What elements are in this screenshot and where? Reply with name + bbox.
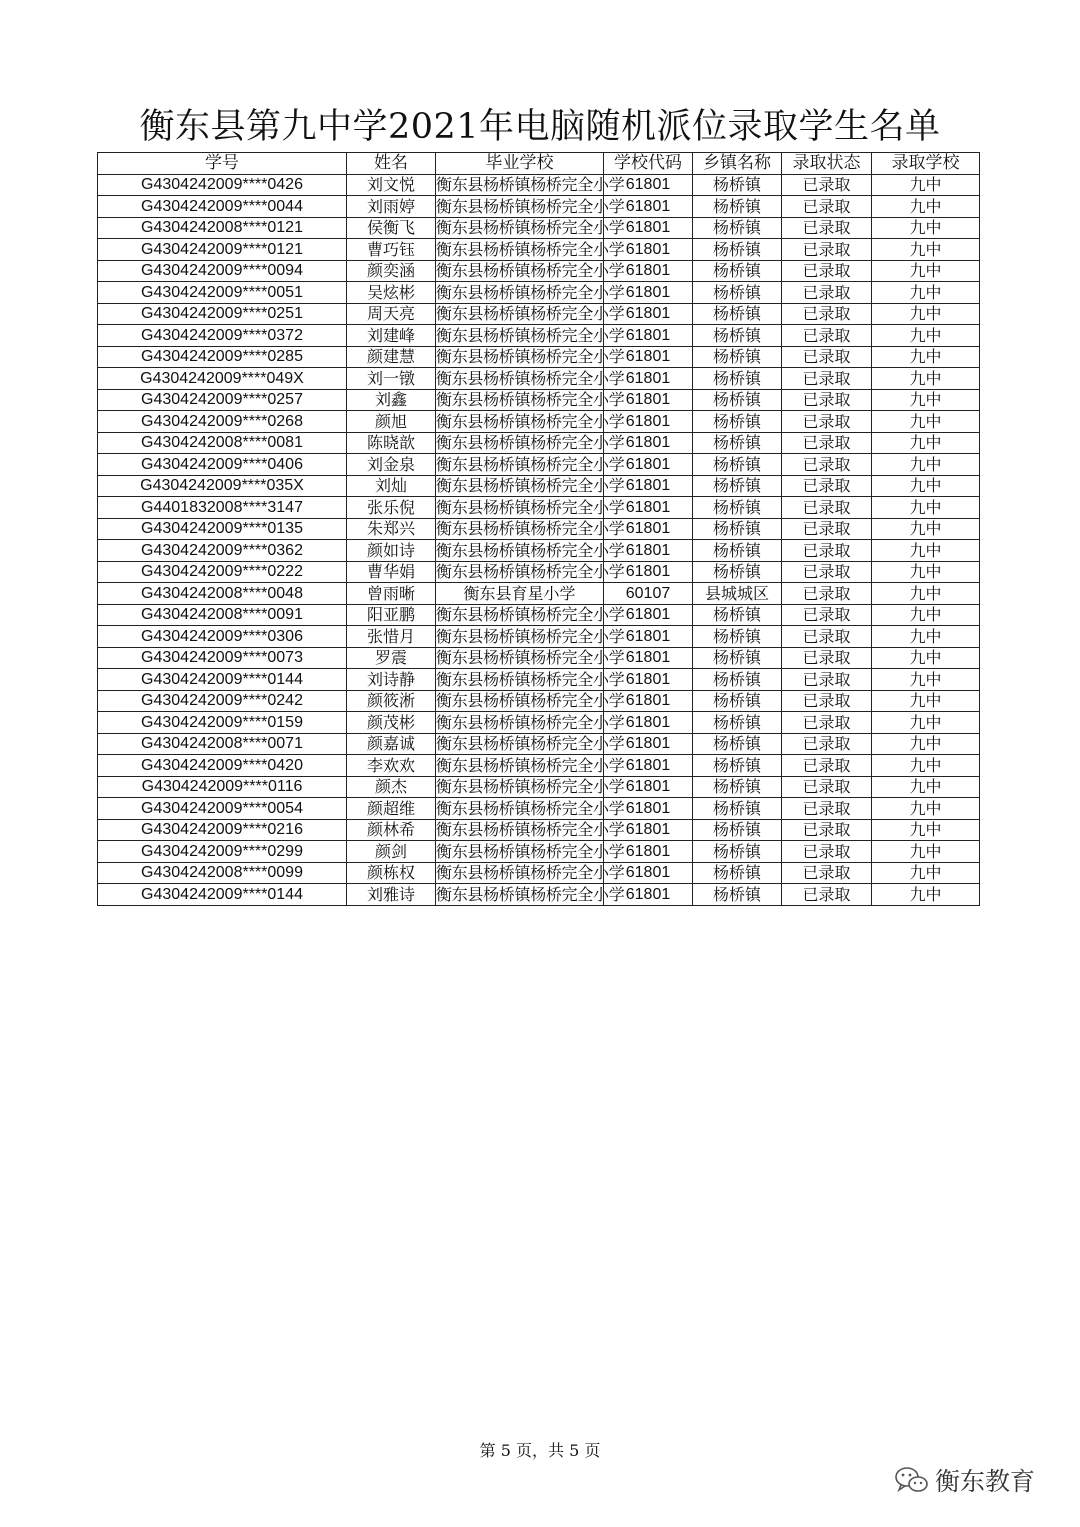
- cell-graduated-school: 衡东县杨桥镇杨桥完全小学: [436, 497, 625, 517]
- cell-name: 颜茂彬: [347, 712, 436, 734]
- cell-student-id: G4304242009****0144: [98, 884, 347, 906]
- cell-admitted-school: 九中: [872, 604, 980, 626]
- table-row: [98, 497, 980, 519]
- cell-admitted-school: 九中: [872, 432, 980, 454]
- cell-graduated-school: 衡东县杨桥镇杨桥完全小学: [436, 519, 625, 539]
- cell-school-code: 61801: [604, 884, 693, 906]
- table-row: [98, 862, 980, 884]
- cell-school-code: 61801: [604, 841, 693, 863]
- cell-school-code: 61801: [604, 454, 693, 476]
- cell-graduated-school: 衡东县杨桥镇杨桥完全小学: [436, 820, 625, 840]
- cell-student-id: G4304242009****049X: [98, 368, 347, 390]
- cell-school-code: 61801: [604, 196, 693, 218]
- cell-graduated-school: 衡东县杨桥镇杨桥完全小学: [436, 798, 625, 818]
- cell-name: 阳亚鹏: [347, 604, 436, 626]
- cell-admission-status: 已录取: [782, 647, 872, 669]
- cell-student-id: G4304242009****0362: [98, 540, 347, 562]
- cell-school-code: 61801: [604, 604, 693, 626]
- cell-student-id: G4304242009****0426: [98, 174, 347, 196]
- cell-admitted-school: 九中: [872, 389, 980, 411]
- header-row: [98, 153, 980, 175]
- cell-graduated-school: 衡东县杨桥镇杨桥完全小学: [436, 540, 625, 560]
- cell-student-id: G4304242009****0372: [98, 325, 347, 347]
- cell-name: 刘灿: [347, 475, 436, 497]
- header-admission-status: 录取状态: [782, 153, 872, 175]
- cell-graduated-school: 衡东县杨桥镇杨桥完全小学: [436, 669, 625, 689]
- watermark-text: 衡东教育: [935, 1467, 1036, 1496]
- cell-name: 刘一镦: [347, 368, 436, 390]
- cell-name: 颜筱淅: [347, 690, 436, 712]
- cell-name: 张乐倪: [347, 497, 436, 519]
- cell-graduated-school: 衡东县杨桥镇杨桥完全小学: [436, 691, 625, 711]
- cell-town: 杨桥镇: [693, 647, 782, 669]
- cell-admitted-school: 九中: [872, 346, 980, 368]
- cell-admission-status: 已录取: [782, 346, 872, 368]
- cell-admitted-school: 九中: [872, 712, 980, 734]
- cell-student-id: G4304242009****0306: [98, 626, 347, 648]
- cell-school-code: 61801: [604, 712, 693, 734]
- cell-admission-status: 已录取: [782, 862, 872, 884]
- cell-admitted-school: 九中: [872, 561, 980, 583]
- cell-graduated-school: 衡东县杨桥镇杨桥完全小学: [436, 863, 625, 883]
- cell-name: 陈晓歆: [347, 432, 436, 454]
- cell-graduated-school: 衡东县杨桥镇杨桥完全小学: [436, 347, 625, 367]
- page-footer: 第 5 页，共 5 页: [479, 1441, 601, 1460]
- table-row: [98, 260, 980, 282]
- cell-graduated-school: 衡东县杨桥镇杨桥完全小学: [436, 282, 625, 302]
- table-row: [98, 690, 980, 712]
- table-row: [98, 217, 980, 239]
- cell-admitted-school: 九中: [872, 303, 980, 325]
- cell-graduated-school: 衡东县杨桥镇杨桥完全小学: [436, 755, 625, 775]
- header-student-id: 学号: [98, 153, 347, 175]
- cell-name: 刘诗静: [347, 669, 436, 691]
- cell-name: 侯衡飞: [347, 217, 436, 239]
- cell-name: 曾雨晰: [347, 583, 436, 605]
- cell-town: 杨桥镇: [693, 626, 782, 648]
- cell-admitted-school: 九中: [872, 325, 980, 347]
- cell-admitted-school: 九中: [872, 755, 980, 777]
- cell-admission-status: 已录取: [782, 217, 872, 239]
- cell-student-id: G4401832008****3147: [98, 497, 347, 519]
- table-row: [98, 454, 980, 476]
- table-row: [98, 669, 980, 691]
- table-body: [98, 174, 980, 905]
- cell-school-code: 61801: [604, 819, 693, 841]
- cell-student-id: G4304242009****0222: [98, 561, 347, 583]
- table-row: [98, 411, 980, 433]
- cell-admission-status: 已录取: [782, 561, 872, 583]
- cell-school-code: 61801: [604, 282, 693, 304]
- cell-student-id: G4304242009****0135: [98, 518, 347, 540]
- cell-school-code: 61801: [604, 798, 693, 820]
- cell-name: 颜林希: [347, 819, 436, 841]
- cell-town: 杨桥镇: [693, 733, 782, 755]
- cell-admitted-school: 九中: [872, 647, 980, 669]
- cell-admitted-school: 九中: [872, 540, 980, 562]
- cell-graduated-school: 衡东县杨桥镇杨桥完全小学: [436, 239, 625, 259]
- admission-table: [97, 152, 980, 906]
- cell-admitted-school: 九中: [872, 583, 980, 605]
- cell-town: 杨桥镇: [693, 561, 782, 583]
- cell-town: 杨桥镇: [693, 690, 782, 712]
- cell-school-code: 61801: [604, 432, 693, 454]
- table-row: [98, 389, 980, 411]
- cell-admitted-school: 九中: [872, 497, 980, 519]
- cell-student-id: G4304242009****0299: [98, 841, 347, 863]
- cell-graduated-school: 衡东县杨桥镇杨桥完全小学: [436, 712, 625, 732]
- table-row: [98, 432, 980, 454]
- header-school-code: 学校代码: [604, 153, 693, 175]
- cell-admission-status: 已录取: [782, 174, 872, 196]
- cell-name: 朱郑兴: [347, 518, 436, 540]
- cell-name: 曹巧钰: [347, 239, 436, 261]
- cell-admitted-school: 九中: [872, 411, 980, 433]
- cell-admitted-school: 九中: [872, 217, 980, 239]
- cell-admission-status: 已录取: [782, 497, 872, 519]
- cell-admitted-school: 九中: [872, 174, 980, 196]
- cell-graduated-school: 衡东县杨桥镇杨桥完全小学: [436, 218, 625, 238]
- cell-student-id: G4304242009****0054: [98, 798, 347, 820]
- cell-admission-status: 已录取: [782, 690, 872, 712]
- cell-admitted-school: 九中: [872, 884, 980, 906]
- cell-name: 颜如诗: [347, 540, 436, 562]
- cell-name: 刘鑫: [347, 389, 436, 411]
- cell-student-id: G4304242008****0048: [98, 583, 347, 605]
- cell-student-id: G4304242008****0081: [98, 432, 347, 454]
- cell-school-code: 61801: [604, 647, 693, 669]
- cell-admitted-school: 九中: [872, 669, 980, 691]
- cell-town: 杨桥镇: [693, 411, 782, 433]
- cell-admitted-school: 九中: [872, 626, 980, 648]
- cell-name: 刘雨婷: [347, 196, 436, 218]
- cell-town: 杨桥镇: [693, 540, 782, 562]
- cell-town: 杨桥镇: [693, 389, 782, 411]
- cell-admission-status: 已录取: [782, 819, 872, 841]
- cell-name: 刘文悦: [347, 174, 436, 196]
- cell-school-code: 61801: [604, 776, 693, 798]
- cell-graduated-school: 衡东县杨桥镇杨桥完全小学: [436, 433, 625, 453]
- cell-admitted-school: 九中: [872, 518, 980, 540]
- table-header: [98, 153, 980, 175]
- cell-admission-status: 已录取: [782, 303, 872, 325]
- cell-name: 刘建峰: [347, 325, 436, 347]
- cell-admission-status: 已录取: [782, 733, 872, 755]
- cell-name: 刘金泉: [347, 454, 436, 476]
- cell-town: 杨桥镇: [693, 798, 782, 820]
- cell-admission-status: 已录取: [782, 260, 872, 282]
- cell-admission-status: 已录取: [782, 540, 872, 562]
- cell-admission-status: 已录取: [782, 475, 872, 497]
- table-row: [98, 776, 980, 798]
- cell-school-code: 61801: [604, 755, 693, 777]
- cell-admission-status: 已录取: [782, 368, 872, 390]
- cell-student-id: G4304242009****0268: [98, 411, 347, 433]
- cell-graduated-school: 衡东县杨桥镇杨桥完全小学: [436, 196, 625, 216]
- cell-name: 颜建慧: [347, 346, 436, 368]
- cell-graduated-school: 衡东县杨桥镇杨桥完全小学: [436, 605, 625, 625]
- cell-admission-status: 已录取: [782, 389, 872, 411]
- cell-admitted-school: 九中: [872, 368, 980, 390]
- header-name: 姓名: [347, 153, 436, 175]
- table-row: [98, 583, 980, 605]
- table-row: [98, 841, 980, 863]
- cell-student-id: G4304242009****0073: [98, 647, 347, 669]
- cell-name: 曹华娟: [347, 561, 436, 583]
- cell-student-id: G4304242008****0071: [98, 733, 347, 755]
- cell-graduated-school: 衡东县杨桥镇杨桥完全小学: [436, 175, 625, 195]
- table-row: [98, 755, 980, 777]
- cell-school-code: 61801: [604, 669, 693, 691]
- cell-admission-status: 已录取: [782, 432, 872, 454]
- cell-school-code: 60107: [604, 583, 693, 605]
- cell-name: 刘雅诗: [347, 884, 436, 906]
- cell-school-code: 61801: [604, 303, 693, 325]
- table-row: [98, 819, 980, 841]
- cell-student-id: G4304242009****0406: [98, 454, 347, 476]
- cell-name: 颜剑: [347, 841, 436, 863]
- table-row: [98, 282, 980, 304]
- cell-town: 杨桥镇: [693, 303, 782, 325]
- watermark: [893, 1462, 1035, 1498]
- cell-school-code: 61801: [604, 174, 693, 196]
- cell-student-id: G4304242009****0044: [98, 196, 347, 218]
- table-row: [98, 325, 980, 347]
- table-row: [98, 884, 980, 906]
- cell-name: 颜奕涵: [347, 260, 436, 282]
- cell-town: 杨桥镇: [693, 819, 782, 841]
- cell-town: 杨桥镇: [693, 518, 782, 540]
- cell-admission-status: 已录取: [782, 282, 872, 304]
- cell-graduated-school: 衡东县杨桥镇杨桥完全小学: [436, 390, 625, 410]
- cell-admitted-school: 九中: [872, 282, 980, 304]
- table-row: [98, 174, 980, 196]
- table-row: [98, 239, 980, 261]
- table-row: [98, 626, 980, 648]
- cell-admitted-school: 九中: [872, 862, 980, 884]
- cell-town: 杨桥镇: [693, 282, 782, 304]
- table-row: [98, 712, 980, 734]
- cell-student-id: G4304242008****0091: [98, 604, 347, 626]
- cell-name: 李欢欢: [347, 755, 436, 777]
- cell-admitted-school: 九中: [872, 475, 980, 497]
- cell-graduated-school: 衡东县杨桥镇杨桥完全小学: [436, 734, 625, 754]
- cell-town: 杨桥镇: [693, 497, 782, 519]
- cell-school-code: 61801: [604, 733, 693, 755]
- header-graduated-school: 毕业学校: [436, 153, 604, 175]
- wechat-icon: [893, 1465, 929, 1495]
- cell-student-id: G4304242008****0099: [98, 862, 347, 884]
- cell-school-code: 61801: [604, 239, 693, 261]
- cell-graduated-school: 衡东县杨桥镇杨桥完全小学: [436, 841, 625, 861]
- cell-graduated-school: 衡东县杨桥镇杨桥完全小学: [436, 454, 625, 474]
- cell-school-code: 61801: [604, 217, 693, 239]
- cell-student-id: G4304242009****0116: [98, 776, 347, 798]
- cell-admission-status: 已录取: [782, 604, 872, 626]
- cell-admission-status: 已录取: [782, 712, 872, 734]
- cell-admitted-school: 九中: [872, 239, 980, 261]
- cell-town: 杨桥镇: [693, 712, 782, 734]
- cell-school-code: 61801: [604, 346, 693, 368]
- cell-town: 杨桥镇: [693, 475, 782, 497]
- cell-graduated-school: 衡东县杨桥镇杨桥完全小学: [436, 562, 625, 582]
- cell-town: 杨桥镇: [693, 217, 782, 239]
- cell-student-id: G4304242009****0121: [98, 239, 347, 261]
- table-row: [98, 798, 980, 820]
- cell-graduated-school: 衡东县杨桥镇杨桥完全小学: [436, 325, 625, 345]
- cell-town: 杨桥镇: [693, 174, 782, 196]
- cell-student-id: G4304242009****0094: [98, 260, 347, 282]
- header-admitted-school: 录取学校: [872, 153, 980, 175]
- cell-school-code: 61801: [604, 368, 693, 390]
- cell-school-code: 61801: [604, 540, 693, 562]
- cell-school-code: 61801: [604, 690, 693, 712]
- cell-town: 杨桥镇: [693, 432, 782, 454]
- cell-graduated-school: 衡东县杨桥镇杨桥完全小学: [436, 304, 625, 324]
- cell-graduated-school: 衡东县杨桥镇杨桥完全小学: [436, 648, 625, 668]
- cell-student-id: G4304242009****0051: [98, 282, 347, 304]
- cell-school-code: 61801: [604, 561, 693, 583]
- table-row: [98, 647, 980, 669]
- cell-student-id: G4304242009****0242: [98, 690, 347, 712]
- table-row: [98, 540, 980, 562]
- header-town: 乡镇名称: [693, 153, 782, 175]
- cell-admitted-school: 九中: [872, 196, 980, 218]
- cell-student-id: G4304242009****0251: [98, 303, 347, 325]
- cell-name: 周天亮: [347, 303, 436, 325]
- cell-school-code: 61801: [604, 497, 693, 519]
- table-row: [98, 196, 980, 218]
- cell-town: 杨桥镇: [693, 884, 782, 906]
- document-title: 衡东县第九中学2021年电脑随机派位录取学生名单: [139, 107, 941, 147]
- cell-admission-status: 已录取: [782, 841, 872, 863]
- cell-town: 杨桥镇: [693, 325, 782, 347]
- cell-admitted-school: 九中: [872, 260, 980, 282]
- cell-admission-status: 已录取: [782, 776, 872, 798]
- cell-admitted-school: 九中: [872, 841, 980, 863]
- cell-admission-status: 已录取: [782, 518, 872, 540]
- cell-admission-status: 已录取: [782, 669, 872, 691]
- cell-name: 颜旭: [347, 411, 436, 433]
- table-row: [98, 561, 980, 583]
- cell-student-id: G4304242009****0420: [98, 755, 347, 777]
- cell-name: 颜嘉诚: [347, 733, 436, 755]
- cell-admission-status: 已录取: [782, 454, 872, 476]
- cell-student-id: G4304242009****0144: [98, 669, 347, 691]
- cell-admission-status: 已录取: [782, 239, 872, 261]
- cell-admitted-school: 九中: [872, 819, 980, 841]
- cell-name: 张惜月: [347, 626, 436, 648]
- cell-student-id: G4304242009****0285: [98, 346, 347, 368]
- cell-graduated-school: 衡东县杨桥镇杨桥完全小学: [436, 626, 625, 646]
- cell-graduated-school: 衡东县杨桥镇杨桥完全小学: [436, 777, 625, 797]
- cell-town: 杨桥镇: [693, 368, 782, 390]
- cell-admission-status: 已录取: [782, 884, 872, 906]
- cell-admission-status: 已录取: [782, 755, 872, 777]
- cell-graduated-school: 衡东县杨桥镇杨桥完全小学: [436, 368, 625, 388]
- cell-town: 杨桥镇: [693, 776, 782, 798]
- cell-admitted-school: 九中: [872, 776, 980, 798]
- cell-town: 杨桥镇: [693, 260, 782, 282]
- cell-school-code: 61801: [604, 626, 693, 648]
- cell-town: 杨桥镇: [693, 862, 782, 884]
- table-row: [98, 303, 980, 325]
- cell-name: 颜杰: [347, 776, 436, 798]
- table-row: [98, 346, 980, 368]
- cell-school-code: 61801: [604, 389, 693, 411]
- cell-town: 杨桥镇: [693, 196, 782, 218]
- cell-admitted-school: 九中: [872, 733, 980, 755]
- cell-student-id: G4304242009****0159: [98, 712, 347, 734]
- cell-town: 杨桥镇: [693, 239, 782, 261]
- cell-school-code: 61801: [604, 518, 693, 540]
- cell-admission-status: 已录取: [782, 196, 872, 218]
- cell-name: 颜栋权: [347, 862, 436, 884]
- cell-student-id: G4304242009****035X: [98, 475, 347, 497]
- cell-graduated-school: 衡东县杨桥镇杨桥完全小学: [436, 411, 625, 431]
- cell-town: 杨桥镇: [693, 755, 782, 777]
- cell-admission-status: 已录取: [782, 325, 872, 347]
- cell-town: 杨桥镇: [693, 669, 782, 691]
- cell-name: 吴炫彬: [347, 282, 436, 304]
- cell-admission-status: 已录取: [782, 583, 872, 605]
- cell-admitted-school: 九中: [872, 798, 980, 820]
- cell-name: 颜超维: [347, 798, 436, 820]
- cell-town: 杨桥镇: [693, 604, 782, 626]
- cell-town: 杨桥镇: [693, 454, 782, 476]
- cell-student-id: G4304242009****0216: [98, 819, 347, 841]
- cell-town: 杨桥镇: [693, 841, 782, 863]
- table-row: [98, 518, 980, 540]
- cell-admission-status: 已录取: [782, 411, 872, 433]
- table-row: [98, 733, 980, 755]
- cell-school-code: 61801: [604, 411, 693, 433]
- table-row: [98, 475, 980, 497]
- cell-admission-status: 已录取: [782, 798, 872, 820]
- cell-admitted-school: 九中: [872, 690, 980, 712]
- cell-school-code: 61801: [604, 325, 693, 347]
- cell-graduated-school: 衡东县杨桥镇杨桥完全小学: [436, 884, 625, 904]
- cell-school-code: 61801: [604, 862, 693, 884]
- table-row: [98, 604, 980, 626]
- cell-school-code: 61801: [604, 260, 693, 282]
- cell-town: 杨桥镇: [693, 346, 782, 368]
- cell-graduated-school: 衡东县育星小学: [436, 583, 604, 605]
- cell-student-id: G4304242008****0121: [98, 217, 347, 239]
- cell-admission-status: 已录取: [782, 626, 872, 648]
- cell-student-id: G4304242009****0257: [98, 389, 347, 411]
- cell-school-code: 61801: [604, 475, 693, 497]
- cell-graduated-school: 衡东县杨桥镇杨桥完全小学: [436, 261, 625, 281]
- cell-name: 罗震: [347, 647, 436, 669]
- cell-town: 县城城区: [693, 583, 782, 605]
- cell-graduated-school: 衡东县杨桥镇杨桥完全小学: [436, 476, 625, 496]
- table-row: [98, 368, 980, 390]
- cell-admitted-school: 九中: [872, 454, 980, 476]
